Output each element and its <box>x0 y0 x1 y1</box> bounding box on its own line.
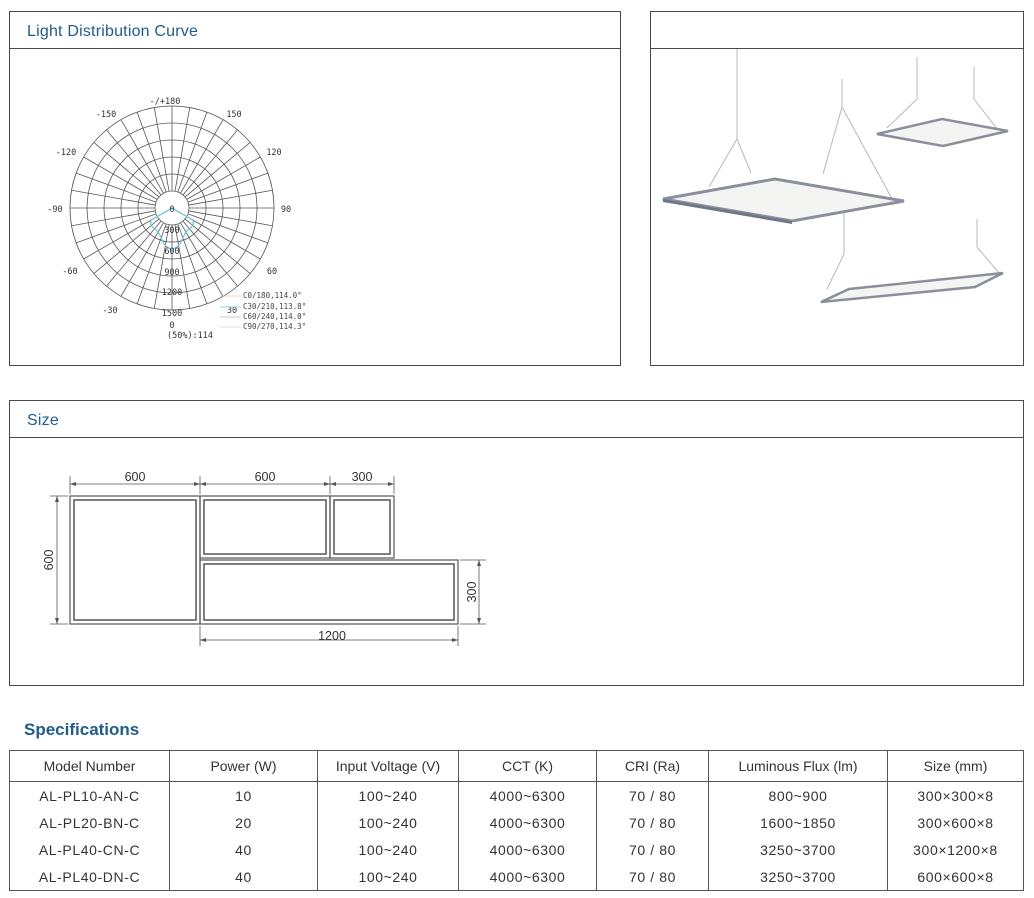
linear-panel <box>821 273 1003 302</box>
angle-label-60: 60 <box>266 267 278 277</box>
radial-label-1200: 1200 <box>161 288 183 298</box>
cell-flux: 800~900 <box>709 782 888 810</box>
panel-300x1200-outline <box>200 560 458 624</box>
size-diagram <box>10 446 510 666</box>
dim-top-600-first: 600 <box>124 470 146 484</box>
light-distribution-title: Light Distribution Curve <box>27 23 199 40</box>
cell-size: 300×600×8 <box>888 809 1024 836</box>
cell-cct: 4000~6300 <box>459 836 597 863</box>
half-angle-note: (50%):114 <box>166 331 214 341</box>
cell-model: AL-PL20-BN-C <box>10 809 170 836</box>
size-header <box>10 401 1023 438</box>
cell-flux: 1600~1850 <box>709 809 888 836</box>
angle-label-neg150: -150 <box>95 110 117 120</box>
cell-voltage: 100~240 <box>318 809 459 836</box>
panel-lights-illustration <box>651 49 1023 365</box>
legend-item-c0: C0/180,114.0° <box>243 291 302 300</box>
cell-cri: 70 / 80 <box>597 809 709 836</box>
header-cri: CRI (Ra) <box>597 751 709 782</box>
cell-power: 40 <box>170 863 318 891</box>
cell-voltage: 100~240 <box>318 863 459 891</box>
panel-300x300-outline <box>330 496 394 558</box>
radial-label-900: 900 <box>164 268 180 278</box>
square-panel-small <box>877 119 1008 146</box>
dim-right-300: 300 <box>465 581 479 603</box>
light-distribution-panel <box>9 11 621 366</box>
size-title: Size <box>27 412 59 429</box>
table-row <box>10 809 1024 836</box>
product-image-panel <box>650 11 1024 366</box>
dim-top-600-second: 600 <box>254 470 276 484</box>
header-power: Power (W) <box>170 751 318 782</box>
angle-label-180: -/+180 <box>149 97 181 107</box>
header-luminous-flux: Luminous Flux (lm) <box>709 751 888 782</box>
polar-diagram <box>38 72 358 362</box>
table-row <box>10 836 1024 863</box>
cell-flux: 3250~3700 <box>709 863 888 891</box>
angle-label-30: 30 <box>226 306 238 316</box>
cell-power: 20 <box>170 809 318 836</box>
angle-label-neg30: -30 <box>102 306 118 316</box>
cell-flux: 3250~3700 <box>709 836 888 863</box>
dim-top-300: 300 <box>351 470 373 484</box>
legend-item-c60: C60/240,114.0° <box>243 312 307 321</box>
product-image-header <box>651 12 1023 49</box>
angle-label-90: 90 <box>280 205 292 215</box>
angle-label-150: 150 <box>226 110 242 120</box>
cell-cct: 4000~6300 <box>459 782 597 810</box>
cell-cri: 70 / 80 <box>597 782 709 810</box>
cell-power: 10 <box>170 782 318 810</box>
cell-size: 600×600×8 <box>888 863 1024 891</box>
panel-300x600-outline <box>200 496 330 558</box>
header-cct: CCT (K) <box>459 751 597 782</box>
cell-voltage: 100~240 <box>318 782 459 810</box>
header-input-voltage: Input Voltage (V) <box>318 751 459 782</box>
table-row <box>10 863 1024 891</box>
radial-label-1500: 1500 <box>161 309 183 319</box>
angle-label-neg90: -90 <box>47 205 63 215</box>
radial-label-0: 0 <box>169 205 175 215</box>
light-distribution-header <box>10 12 620 49</box>
header-model-number: Model Number <box>10 751 170 782</box>
panel-600x600-outline <box>70 496 200 624</box>
angle-label-neg60: -60 <box>62 267 78 277</box>
cell-model: AL-PL10-AN-C <box>10 782 170 810</box>
header-size: Size (mm) <box>888 751 1024 782</box>
angle-label-0: 0 <box>169 321 175 331</box>
cell-cri: 70 / 80 <box>597 863 709 891</box>
cell-size: 300×300×8 <box>888 782 1024 810</box>
cell-voltage: 100~240 <box>318 836 459 863</box>
angle-label-120: 120 <box>266 148 282 158</box>
dim-left-600: 600 <box>42 549 56 571</box>
size-panel <box>9 400 1024 686</box>
cell-cct: 4000~6300 <box>459 809 597 836</box>
cell-cri: 70 / 80 <box>597 836 709 863</box>
specifications-heading: Specifications <box>24 720 140 739</box>
cell-cct: 4000~6300 <box>459 863 597 891</box>
cell-model: AL-PL40-DN-C <box>10 863 170 891</box>
legend-item-c30: C30/210,113.8° <box>243 302 307 311</box>
table-row <box>10 782 1024 810</box>
angle-label-neg120: -120 <box>55 148 77 158</box>
dim-bottom-1200: 1200 <box>318 629 346 643</box>
specifications-table <box>9 750 1024 891</box>
radial-label-300: 300 <box>164 226 180 236</box>
radial-label-600: 600 <box>164 247 180 257</box>
square-panel-large <box>663 179 904 221</box>
cell-power: 40 <box>170 836 318 863</box>
cell-model: AL-PL40-CN-C <box>10 836 170 863</box>
cell-size: 300×1200×8 <box>888 836 1024 863</box>
legend-item-c90: C90/270,114.3° <box>243 322 307 331</box>
table-header-row <box>10 751 1024 782</box>
